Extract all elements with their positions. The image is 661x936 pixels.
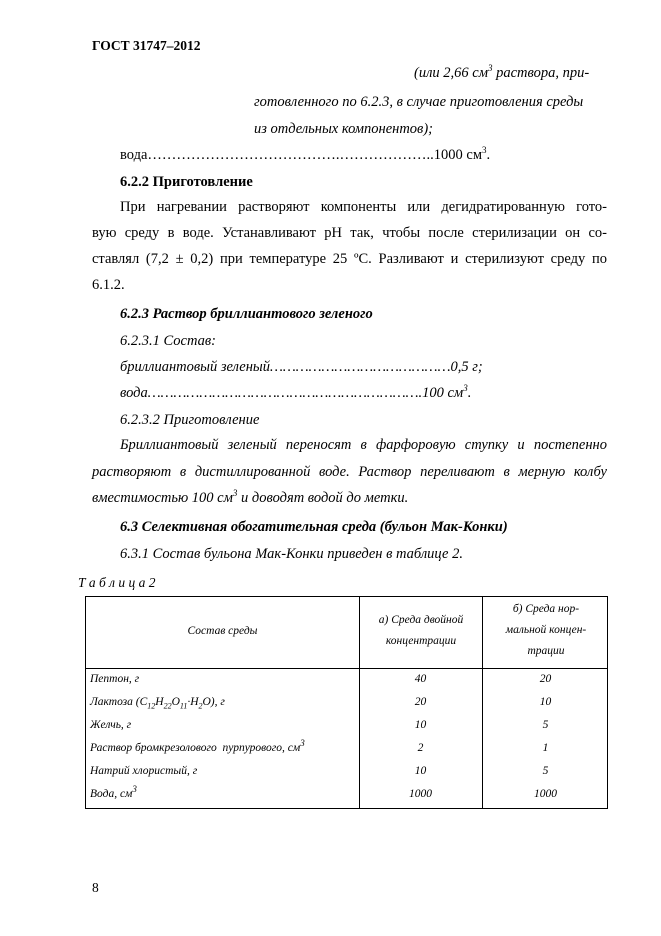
text-line: (или 2,66 $см^3$ раствора, при- — [414, 63, 590, 81]
document-code: ГОСТ 31747–2012 — [92, 38, 201, 53]
subsection-title: 6.2.3.2 Приготовление — [120, 412, 260, 428]
text-line: из отдельных компонентов); — [254, 121, 434, 137]
composition-table — [85, 596, 608, 809]
table-cell-a: 20 — [414, 696, 427, 708]
page-number: 8 — [92, 880, 99, 895]
table-cell-name: Раствор бромкрезолового пурпурового, $см^3$ — [90, 738, 305, 754]
table-cell-name: Натрий хлористый, г — [90, 765, 198, 777]
paragraph-line: вую среду в воде. Устанавливают pH так, чтобы после стерилизации он со- — [92, 225, 607, 241]
table-cell-b: 1000 — [534, 788, 557, 800]
table-cell-name: Вода, $см^3$ — [90, 784, 137, 800]
paragraph-line: Бриллиантовый зеленый переносят в фарфоровую ступку и постепенно — [120, 437, 607, 453]
paragraph-line: 6.3.1 Состав бульона Мак-Конки приведен в таблице 2. — [120, 546, 463, 562]
table-header-composition: Состав среды — [187, 625, 258, 637]
table-cell-name: Лактоза $(C_{12}H_{22}O_{11}\cdot H_2O)$, г — [90, 696, 225, 711]
paragraph-line: 6.1.2. — [92, 277, 125, 293]
table-cell-b: 1 — [542, 742, 549, 754]
table-cell-a: 40 — [414, 673, 427, 685]
table-cell-b: 10 — [539, 696, 552, 708]
water-line: вода………………………………….………………..1000 $см^3$. — [120, 145, 491, 163]
table-cell-b: 5 — [542, 765, 549, 777]
text-line: готовленного по 6.2.3, в случае приготовления среды — [254, 94, 584, 110]
table-cell-a: 10 — [414, 719, 427, 731]
section-heading-6-3: 6.3 Селективная обогатительная среда (бульон Мак-Конки) — [120, 519, 508, 535]
table-cell-a: 1000 — [409, 788, 432, 800]
table-cell-b: 20 — [539, 673, 552, 685]
subsection-title: 6.2.3.1 Состав: — [120, 333, 216, 349]
paragraph-line: растворяют в дистиллированной воде. Раствор переливают в мерную колбу — [92, 464, 607, 480]
composition-row: вода……………………………………………………….100 $см^3$. — [120, 383, 472, 401]
table-cell-name: Пептон, г — [90, 673, 140, 685]
section-heading-6-2-3: 6.2.3 Раствор бриллиантового зеленого — [120, 306, 373, 322]
section-heading-6-2-2: 6.2.2 Приготовление — [120, 174, 253, 190]
table-cell-a: 2 — [417, 742, 424, 754]
composition-row: бриллиантовый зеленый……………………………………0,5 г; — [120, 359, 483, 375]
table-header-double: а) Среда двойной концентрации — [378, 614, 464, 647]
paragraph-line: вместимостью 100 $см^3$ и доводят водой до метки. — [92, 488, 409, 506]
table-cell-a: 10 — [414, 765, 427, 777]
table-caption: Т а б л и ц а 2 — [78, 575, 156, 590]
table-cell-b: 5 — [542, 719, 549, 731]
table-cell-name: Желчь, г — [90, 719, 132, 731]
paragraph-line: При нагревании растворяют компоненты или дегидратированную гото- — [120, 199, 607, 215]
table-header-normal: б) Среда нор- мальной концен- трации — [505, 603, 587, 657]
paragraph-line: ставлял (7,2 ± 0,2) при температуре 25 ºС. Разливают и стерилизуют среду по — [92, 251, 607, 267]
